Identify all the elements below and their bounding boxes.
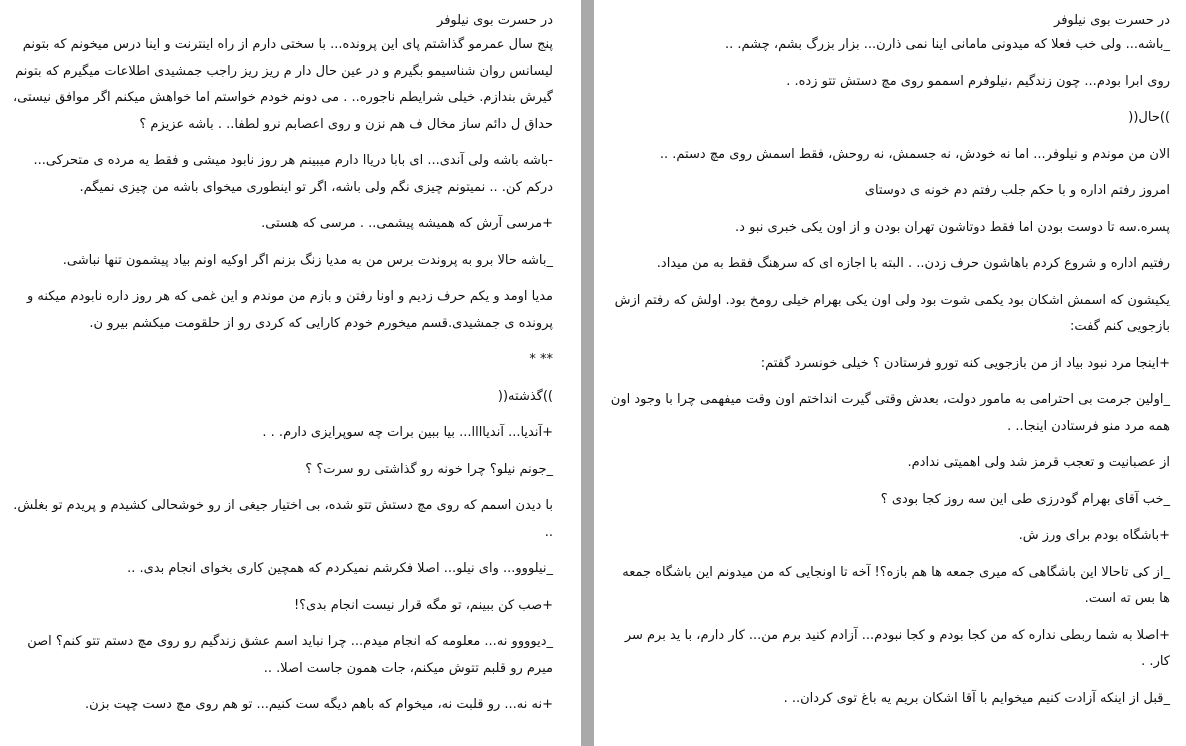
paragraph: +نه نه... رو قلبت نه، میخوام که باهم دیگه ست کنیم... تو هم روی مچ دست چپت بزن.	[84, 697, 553, 712]
paragraph: _جونم نیلو؟ چرا خونه رو گذاشتی رو سرت؟ ؟	[305, 461, 553, 477]
paragraph: _نیلووو... وای نیلو... اصلا فکرشم نمیکردم که همچین کاری بخوای انجام بدی. ..	[127, 561, 553, 576]
paragraph: _قبل از اینکه آزادت کنیم میخوایم با آقا اشکان بریم یه باغ توی کردان.. .	[783, 690, 1170, 706]
paragraph: +اینجا مرد نبود بیاد از من بازجویی کنه تورو فرستادن ؟ خیلی خونسرد گفتم:	[760, 355, 1170, 371]
paragraph: با دیدن اسمم که روی مچ دستش تتو شده، بی اختیار جیغی از رو خوشحالی کشیدم و پریدم تو بغلش. ..	[13, 498, 553, 540]
section-heading-present: ))حال((	[1128, 110, 1170, 125]
paragraph: پسره.سه تا دوست بودن اما فقط دوتاشون تهران بودن و از اون یکی خبری نبو د.	[735, 219, 1170, 235]
section-separator: ** *	[529, 352, 553, 367]
paragraph: _باشه حالا برو به پروندت برس من به مدیا زنگ بزنم اگر اوکیه اونم بیاد پیشمون تنها نباشی.	[62, 252, 553, 268]
document-page-left	[0, 0, 581, 746]
paragraph: رفتیم اداره و شروع کردم باهاشون حرف زدن.. . البته با اجازه ای که سرهنگ فقط به من میداد.	[656, 256, 1170, 271]
paragraph: الان من موندم و نیلوفر... اما نه خودش، نه جسمش، نه روحش، فقط اسمش روی مچ دستم. ..	[659, 146, 1170, 162]
page-header-title: در حسرت بوی نیلوفر	[437, 13, 553, 28]
paragraph: امروز رفتم اداره و با حکم جلب رفتم دم خونه ی دوستای	[864, 183, 1170, 198]
paragraph: _اولین جرمت بی احترامی به مامور دولت، بعدش وقتی گیرت انداختم اون وقت میفهمی چرا با وجود اون همه مرد منو فرستادن اینجا.. .	[610, 392, 1170, 434]
paragraph: +آندیا... آندیاااا... بیا ببین برات چه سوپرایزی دارم. . .	[262, 425, 553, 440]
paragraph: _باشه... ولی خب فعلا که میدونی مامانی اینا نمی ذارن... بزار بزرگ بشم، چشم. ..	[724, 37, 1170, 52]
paragraph: از عصبانیت و تعجب قرمز شد ولی اهمیتی ندادم.	[907, 455, 1170, 470]
paragraph: +صب کن ببینم، تو مگه قرار نیست انجام بدی؟!	[293, 597, 553, 613]
paragraph: پنج سال عمرمو گذاشتم پای این پرونده... با سختی دارم از راه اینترنت و اینا درس میخونم که بتونم لیسانس روان شناسیمو بگیرم و در عین حال دار م ریز ریز راجب جمشیدی اطلاعات میگیرم که بتونم گیرش بندازم. خیلی شرایطم ناجوره.. . می دونم خودم خواستم اما خواهش میکنم اگر موافق نیستی، حداق ل دائم ساز مخال ف هم نزن و روی اعصابم نرو لطفا.. . باشه عزیزم ؟	[12, 37, 553, 132]
paragraph: مدیا اومد و یکم حرف زدیم و اونا رفتن و بازم من موندم و این غمی که هر روز داره نابودم میکنه و پرونده ی جمشیدی.قسم میخورم خودم کارایی که کردی رو از حلقومت میکشم بیرو ن.	[26, 289, 553, 331]
page-header-title: در حسرت بوی نیلوفر	[1054, 13, 1170, 28]
paragraph: +مرسی آرش که همیشه پیشمی.. . مرسی که هستی.	[261, 216, 553, 231]
paragraph: +باشگاه بودم برای ورز ش.	[1018, 528, 1170, 543]
section-heading-past: ))گذشته((	[497, 388, 553, 404]
paragraph: +اصلا به شما ربطی نداره که من کجا بودم و کجا نبودم... آزادم کنید برم من... کار دارم، با ید برم سر کار. .	[624, 627, 1170, 669]
paragraph: روی ابرا بودم... چون زندگیم ،نیلوفرم اسممو روی مچ دستش تتو زده. .	[786, 73, 1170, 89]
document-page-right	[594, 0, 1186, 746]
paragraph: یکیشون که اسمش اشکان بود یکمی شوت بود ولی اون یکی بهرام خیلی رومخ بود. اولش که رفتم ازش بازجویی کنم گفت:	[614, 292, 1170, 334]
paragraph: -باشه باشه ولی آندی... ای بابا دریاا دارم میبینم هر روز نابود میشی و فقط یه مرده ی متحرکی... درکم کن. .. نمیتونم چیزی نگم ولی باشه، اگر تو اینطوری میخوای باشه من چیزی نمیگم.	[33, 153, 553, 195]
paragraph: _دیوووو نه... معلومه که انجام میدم... چرا نباید اسم عشق زندگیم رو روی مچ دستم تتو کنم؟ اصن میرم رو قلبم تتوش میکنم، جات همون جاست اصلا. ..	[27, 634, 553, 676]
paragraph: _از کی تاحالا این باشگاهی که میری جمعه ها هم بازه؟! آخه تا اونجایی که من میدونم این باشگاه جمعه ها بس ته است.	[622, 564, 1170, 606]
paragraph: _خب آقای بهرام گودرزی طی این سه روز کجا بودی ؟	[880, 491, 1170, 507]
